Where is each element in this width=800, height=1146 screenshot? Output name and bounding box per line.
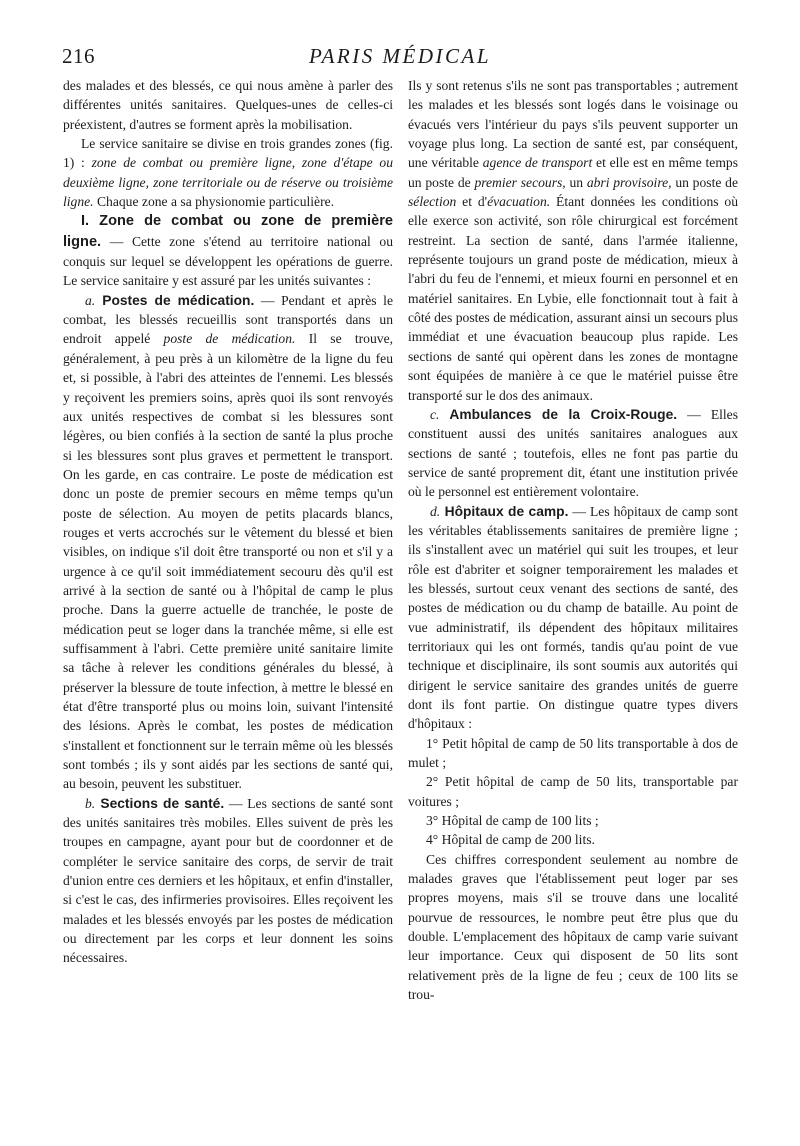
- list-item: 3° Hôpital de camp de 100 lits ;: [426, 813, 599, 829]
- section-heading: I. Zone de combat ou zone de première ligne.: [63, 213, 393, 250]
- page-header: [62, 40, 738, 72]
- paragraph-final: Ces chiffres correspondent seulement au nombre de malades graves que l'établissement peut loger par ses propres moyens, mais s'il se trouve dans une localité pourvue de ressources, le nombre peut être plus que du double. L'emplacement des hôpitaux de camp varie suivant leur importance. Ceux qui disposent de 50 lits sont relativement près de la ligne de feu ; ceux de 100 lits se trou-: [408, 851, 738, 1003]
- list-item: 1° Petit hôpital de camp de 50 lits transportable à dos de mulet ;: [408, 735, 738, 771]
- paragraph-intro: des malades et des blessés, ce qui nous amène à parler des différentes unités sanitaires. Quelques-unes de celles-ci préexistent, d'autres se forment après la mobilisation.: [63, 78, 393, 132]
- zones-italic: zone de combat ou première ligne, zone d'étape ou deuxième ligne, zone territoriale ou de réserve ou troisième ligne.: [63, 155, 394, 210]
- page-number: 216: [62, 44, 95, 68]
- subsection-heading: Ambulances de la Croix-Rouge.: [439, 406, 678, 422]
- running-title: PARIS MÉDICAL: [308, 44, 491, 68]
- right-column: [408, 76, 738, 1005]
- subsection-postes-de-medication: a. Postes de médication. — Pendant et après le combat, les blessés recueillis sont transportés dans un endroit appelé poste de médication. Il se trouve, généralement, à peu près à un kilomètre de la ligne du feu et, si possible, à l'abri des atteintes de l'ennemi. Les blessés y reçoivent les premiers soins, après quoi ils sont renvoyés aux unités respectives de combat si les blessures sont légères, ou bien confiés à la section de santé la plus proche si les blessures sont plus graves et permettent le transport. On les garde, en cas contraire. Le poste de médication est donc un poste de premier secours en même temps qu'un poste de sélection. Au moyen de petits placards blancs, rouges et verts accrochés sur le vêtement du blessé et bien visibles, on indique s'il doit être transporté ou non et s'il y a urgence à ce qu'il soit immédiatement secouru dès qu'il est arrivé à la section de santé ou à l'hôpital de camp le plus proche. Dans la guerre actuelle de tranchée, le poste de médication peut se loger dans la tranchée même, si elle est suffisamment à l'abri. Cette première unité sanitaire limite sa tâche à relever les conditions générales du blessé, à préserver la blessure de toute infection, à mettre le blessé en état d'être transporté plus ou moins loin, suivant l'intensité des lésions. Après le combat, les postes de médication s'installent et fonctionnent sur le terrain même où les blessés sont tombés ; ils y sont aidés par les sections de santé qui, au besoin, peuvent les substituer.: [63, 292, 394, 792]
- subsection-ambulances: c. Ambulances de la Croix-Rouge. — Elles constituent aussi des unités sanitaires analogues aux sections de santé ; toutefois, elles ne font pas partie du service de santé proprement dit, étant une institution privée où le personnel est entièrement volontaire.: [408, 406, 738, 500]
- list-item: 2° Petit hôpital de camp de 50 lits, transportable par voitures ;: [408, 774, 738, 809]
- paragraph-sections-continued: Ils y sont retenus s'ils ne sont pas transportables ; autrement les malades et les blessés sont logés dans le voisinage ou évacués vers l'intérieur du pays s'ils peuvent supporter un voyage plus long. La section de santé est, par conséquent, une véritable agence de transport et elle est en même temps un poste de premier secours, un abri provisoire, un poste de sélection et d'évacuation. Étant données les conditions où elle exerce son activité, son rôle chirurgical est forcément restreint. La section de santé, dans l'armée italienne, représente toujours un grand poste de médication, mieux à l'abri du feu de l'ennemi, et mieux fourni en personnel et en matériel sanitaires. En Lybie, elle fonctionnait tout à fait à côté des postes de médication, assurant ainsi un secours plus immédiat et une évacuation beaucoup plus rapide. Les sections de santé qui opèrent dans les zones de montagne sont équipées de manière à ce que le matériel puisse être transporté sur le dos des animaux.: [408, 78, 739, 403]
- subsection-sections-de-sante: b. Sections de santé. — Les sections de santé sont des unités sanitaires très mobiles. Elles suivent de près les troupes en campagne, ayant pour but de coordonner et de compléter le service sanitaire des corps, de servir de trait d'union entre ces derniers et les hôpitaux, et enfin d'installer, si c'est le cas, des infirmeries provisoires. Elles reçoivent les malades et les blessés envoyés par les postes de médication ou directement par les corps et leur donnent les soins nécessaires.: [63, 795, 393, 966]
- section-zone-de-combat: I. Zone de combat ou zone de première ligne. — Cette zone s'étend au territoire national ou conquis sur lequel se développent les opérations de guerre. Le service sanitaire y est assuré par les unités suivantes :: [63, 213, 393, 289]
- subsection-hopitaux-de-camp: d. Hôpitaux de camp. — Les hôpitaux de camp sont les véritables établissements sanitaires de première ligne ; ils s'installent avec un matériel qui suit les troupes, et leur rôle est d'abriter et soigner temporairement les malades et les blessés, surtout ceux venant des sections de santé, des postes de médication ou du champ de bataille. Au point de vue administratif, ils dépendent des hôpitaux militaires territoriaux qui les ont formés, tandis qu'au point de vue technique et disciplinaire, ils sont soumis aux autorités qui dirigent le service sanitaire des grandes unités de guerre dont ils font partie. On distingue quatre types divers d'hôpitaux :: [408, 503, 738, 732]
- subsection-heading: Postes de médication.: [95, 292, 255, 308]
- paragraph-zones: Le service sanitaire se divise en trois grandes zones (fig. 1) : zone de combat ou première ligne, zone d'étape ou deuxième ligne, zone territoriale ou de réserve ou troisième ligne. Chaque zone a sa physionomie particulière.: [63, 136, 394, 210]
- list-item: 4° Hôpital de camp de 200 lits.: [426, 832, 595, 848]
- subsection-heading: Hôpitaux de camp.: [440, 503, 569, 519]
- subsection-heading: Sections de santé.: [95, 795, 225, 811]
- left-column: [63, 76, 393, 968]
